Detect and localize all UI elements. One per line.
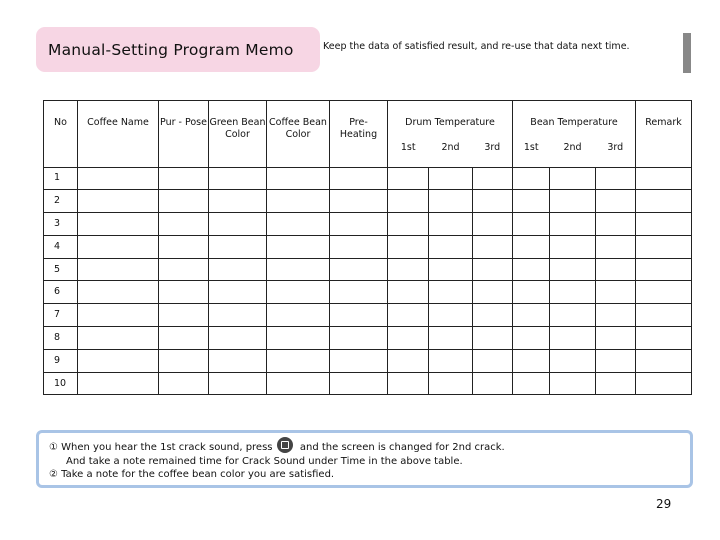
table-row [44,349,692,372]
table-cell[interactable] [429,281,473,304]
table-cell[interactable] [596,167,636,190]
drum-temp-1st: 1st [388,129,429,167]
table-cell[interactable] [159,349,209,372]
page-title-box [36,27,320,72]
table-cell[interactable] [550,258,596,281]
table-cell[interactable] [473,304,513,327]
table-cell[interactable] [550,213,596,236]
table-cell[interactable] [330,304,388,327]
table-cell[interactable] [473,167,513,190]
col-header-coffee-bean-color: Coffee Bean Color [267,101,330,168]
table-cell[interactable] [388,190,429,213]
table-cell[interactable] [596,349,636,372]
table-cell[interactable] [636,372,692,395]
table-cell[interactable] [429,213,473,236]
table-cell[interactable] [429,304,473,327]
table-cell[interactable] [636,349,692,372]
table-cell[interactable] [429,235,473,258]
table-cell[interactable] [636,213,692,236]
table-cell[interactable] [267,235,330,258]
col-header-coffee-name: Coffee Name [78,101,159,168]
table-cell[interactable] [473,190,513,213]
table-cell[interactable] [596,258,636,281]
col-header-remark: Remark [636,101,692,168]
table-cell[interactable] [267,213,330,236]
table-row [44,190,692,213]
table-cell[interactable] [513,258,550,281]
table-cell[interactable] [330,258,388,281]
table-cell[interactable] [330,235,388,258]
table-cell[interactable] [78,190,159,213]
table-cell[interactable] [330,190,388,213]
table-cell[interactable] [550,349,596,372]
table-cell[interactable] [636,167,692,190]
table-cell[interactable] [388,304,429,327]
row-number: 7 [44,304,78,327]
table-cell[interactable] [636,281,692,304]
table-cell[interactable] [596,235,636,258]
table-row [44,235,692,258]
table-cell[interactable] [78,349,159,372]
table-cell[interactable] [78,304,159,327]
table-cell[interactable] [330,349,388,372]
table-cell[interactable] [267,327,330,350]
table-cell[interactable] [267,349,330,372]
note-2-marker: ② [49,469,58,480]
table-cell[interactable] [209,327,267,350]
table-cell[interactable] [159,213,209,236]
table-header-row [44,101,692,130]
col-header-green-bean-color: Green Bean Color [209,101,267,168]
table-cell[interactable] [596,372,636,395]
table-cell[interactable] [550,304,596,327]
table-cell[interactable] [209,167,267,190]
table-cell[interactable] [159,167,209,190]
col-header-pre-heating: Pre- Heating [330,101,388,168]
note-1-text-a: When you hear the 1st crack sound, press [61,442,273,453]
table-cell[interactable] [388,327,429,350]
table-cell[interactable] [388,167,429,190]
table-cell[interactable] [513,372,550,395]
table-row [44,213,692,236]
table-cell[interactable] [267,167,330,190]
page-title: Manual-Setting Program Memo [48,40,294,59]
table-cell[interactable] [596,281,636,304]
table-cell[interactable] [159,258,209,281]
table-cell[interactable] [513,327,550,350]
table-cell[interactable] [429,190,473,213]
table-cell[interactable] [388,258,429,281]
row-number: 2 [44,190,78,213]
table-cell[interactable] [550,327,596,350]
table-cell[interactable] [473,281,513,304]
bean-temp-1st: 1st [513,129,550,167]
table-cell[interactable] [209,372,267,395]
table-cell[interactable] [513,213,550,236]
table-cell[interactable] [429,372,473,395]
table-cell[interactable] [267,258,330,281]
table-cell[interactable] [429,167,473,190]
note-1-marker: ① [49,442,58,453]
table-cell[interactable] [513,190,550,213]
table-cell[interactable] [636,258,692,281]
row-number: 1 [44,167,78,190]
note-2 [49,468,690,482]
table-cell[interactable] [429,327,473,350]
table-cell[interactable] [388,281,429,304]
table-cell[interactable] [159,190,209,213]
table-cell[interactable] [636,327,692,350]
row-number: 9 [44,349,78,372]
table-cell[interactable] [330,372,388,395]
table-cell[interactable] [159,372,209,395]
table-cell[interactable] [550,235,596,258]
table-row [44,372,692,395]
table-cell[interactable] [636,235,692,258]
col-header-bean-temperature: Bean Temperature [513,101,636,130]
button-icon [277,437,293,453]
table-cell[interactable] [513,167,550,190]
table-cell[interactable] [388,235,429,258]
notes-box [36,430,693,488]
table-cell[interactable] [78,372,159,395]
table-cell[interactable] [209,304,267,327]
note-1-continued: And take a note remained time for Crack Sound under Time in the above table. [66,455,463,467]
table-row [44,281,692,304]
table-cell[interactable] [388,349,429,372]
table-cell[interactable] [550,167,596,190]
table-cell[interactable] [596,304,636,327]
bean-temp-2nd: 2nd [550,129,596,167]
table-cell[interactable] [473,213,513,236]
table-cell[interactable] [388,372,429,395]
table-cell[interactable] [429,258,473,281]
table-cell[interactable] [267,304,330,327]
row-number: 8 [44,327,78,350]
table-cell[interactable] [596,213,636,236]
decorative-bar [683,33,691,73]
table-cell[interactable] [473,372,513,395]
table-row [44,304,692,327]
table-cell[interactable] [636,190,692,213]
row-number: 6 [44,281,78,304]
table-cell[interactable] [550,372,596,395]
table-cell[interactable] [473,349,513,372]
table-cell[interactable] [78,213,159,236]
table-cell[interactable] [330,213,388,236]
col-header-no: No [44,101,78,168]
col-header-drum-temperature: Drum Temperature [388,101,513,130]
table-cell[interactable] [550,281,596,304]
table-row [44,327,692,350]
page-subtitle: Keep the data of satisfied result, and re-use that data next time. [323,41,630,52]
row-number: 3 [44,213,78,236]
table-cell[interactable] [78,258,159,281]
row-number: 4 [44,235,78,258]
table-cell[interactable] [429,349,473,372]
table-cell[interactable] [78,167,159,190]
table-cell[interactable] [267,190,330,213]
drum-temp-3rd: 3rd [473,129,513,167]
drum-temp-2nd: 2nd [429,129,473,167]
page-number: 29 [656,497,672,511]
table-cell[interactable] [473,258,513,281]
table-cell[interactable] [513,349,550,372]
table-cell[interactable] [159,235,209,258]
row-number: 5 [44,258,78,281]
table-cell[interactable] [209,213,267,236]
table-cell[interactable] [159,304,209,327]
table-cell[interactable] [473,235,513,258]
table-cell[interactable] [596,190,636,213]
col-header-purpose: Pur - Pose [159,101,209,168]
table-cell[interactable] [209,258,267,281]
memo-table [43,100,692,395]
table-row [44,258,692,281]
table-cell[interactable] [330,167,388,190]
table-cell[interactable] [209,190,267,213]
table-cell[interactable] [550,190,596,213]
table-cell[interactable] [159,327,209,350]
table-cell[interactable] [209,281,267,304]
table-cell[interactable] [267,281,330,304]
bean-temp-3rd: 3rd [596,129,636,167]
table-cell[interactable] [78,235,159,258]
table-cell[interactable] [209,349,267,372]
table-cell[interactable] [513,235,550,258]
table-cell[interactable] [330,281,388,304]
table-cell[interactable] [330,327,388,350]
table-cell[interactable] [513,304,550,327]
table-cell[interactable] [388,213,429,236]
table-cell[interactable] [473,327,513,350]
note-1 [49,437,690,455]
note-1-text-b: and the screen is changed for 2nd crack. [299,442,505,453]
table-cell[interactable] [78,281,159,304]
table-cell[interactable] [513,281,550,304]
table-cell[interactable] [267,372,330,395]
table-row [44,167,692,190]
table-cell[interactable] [636,304,692,327]
row-number: 10 [44,372,78,395]
note-2-text: Take a note for the coffee bean color you are satisfied. [61,469,335,480]
table-cell[interactable] [78,327,159,350]
table-cell[interactable] [596,327,636,350]
table-cell[interactable] [209,235,267,258]
table-cell[interactable] [159,281,209,304]
